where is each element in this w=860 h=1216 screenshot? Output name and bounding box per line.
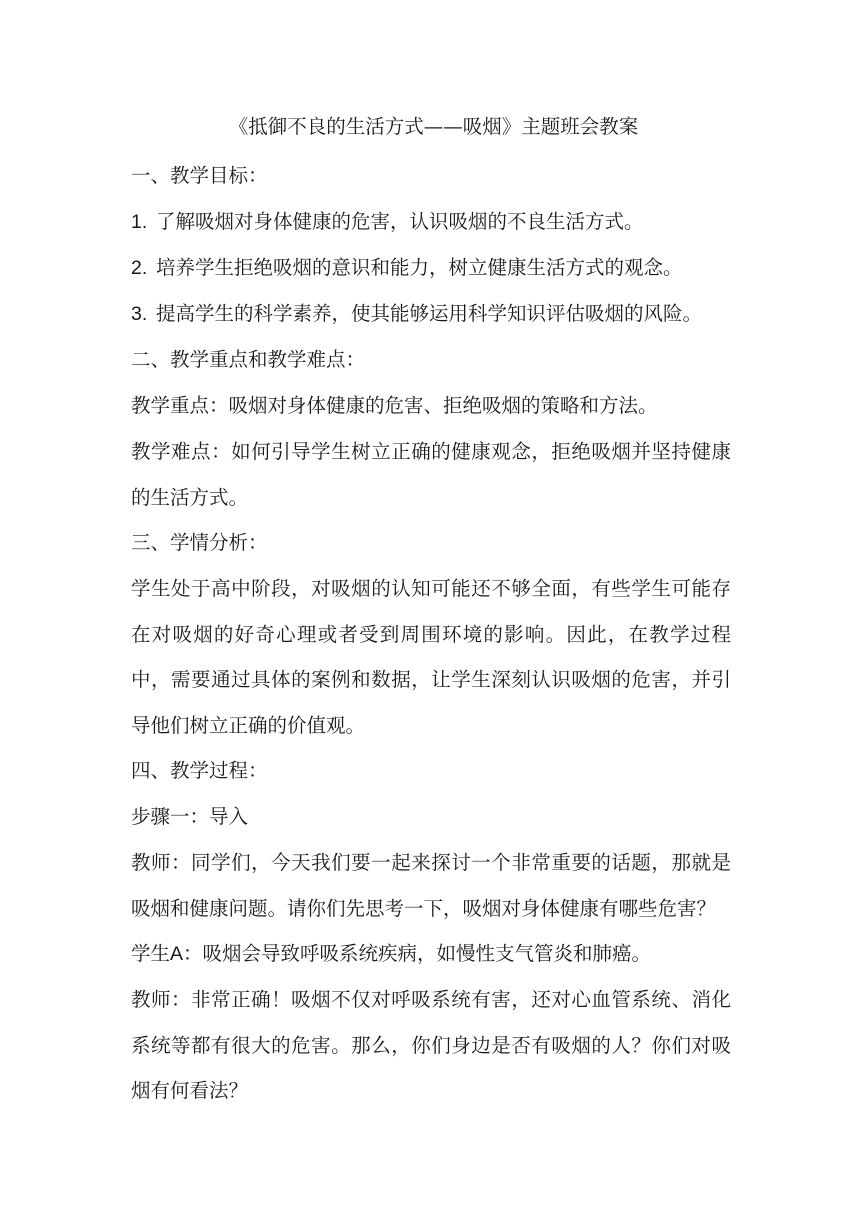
step-heading: 步骤一：导入 (131, 805, 249, 828)
goal-number: 3. (131, 303, 148, 325)
goal-item (131, 199, 731, 245)
goal-text: 提高学生的科学素养，使其能够运用科学知识评估吸烟的风险。 (156, 302, 703, 325)
section-heading-analysis: 三、学情分析： (131, 531, 268, 554)
key-point-paragraph: 教学重点：吸烟对身体健康的危害、拒绝吸烟的策略和方法。 (131, 394, 658, 417)
section-heading-process: 四、教学过程： (131, 759, 268, 782)
student-dialogue (131, 931, 731, 977)
student-letter: A (170, 943, 184, 965)
goal-number: 2. (131, 257, 148, 279)
document-body (131, 113, 731, 1114)
goal-item (131, 291, 731, 337)
difficulty-paragraph: 教学难点：如何引导学生树立正确的健康观念，拒绝吸烟并坚持健康的生活方式。 (131, 440, 731, 509)
goal-text: 培养学生拒绝吸烟的意识和能力，树立健康生活方式的观念。 (156, 256, 683, 279)
section-heading-key-points: 二、教学重点和教学难点： (131, 348, 366, 371)
goal-text: 了解吸烟对身体健康的危害，认识吸烟的不良生活方式。 (156, 210, 644, 233)
goal-item (131, 245, 731, 291)
student-label: 学生 (131, 942, 171, 965)
analysis-paragraph: 学生处于高中阶段，对吸烟的认知可能还不够全面，有些学生可能存在对吸烟的好奇心理或者受到周围环境的影响。因此，在教学过程中，需要通过具体的案例和数据，让学生深刻认识吸烟的危害，并引导他们树立正确的价值观。 (131, 577, 731, 737)
section-heading-goals: 一、教学目标： (131, 164, 268, 187)
student-text: ：吸烟会导致呼吸系统疾病，如慢性支气管炎和肺癌。 (183, 942, 652, 965)
document-title: 《抵御不良的生活方式——吸烟》主题班会教案 (228, 115, 639, 138)
goal-number: 1. (131, 211, 148, 233)
teacher-dialogue: 教师：同学们，今天我们要一起来探讨一个非常重要的话题，那就是吸烟和健康问题。请你们先思考一下，吸烟对身体健康有哪些危害？ (131, 851, 731, 920)
teacher-dialogue: 教师：非常正确！吸烟不仅对呼吸系统有害，还对心血管系统、消化系统等都有很大的危害。那么，你们身边是否有吸烟的人？你们对吸烟有何看法？ (131, 988, 731, 1102)
